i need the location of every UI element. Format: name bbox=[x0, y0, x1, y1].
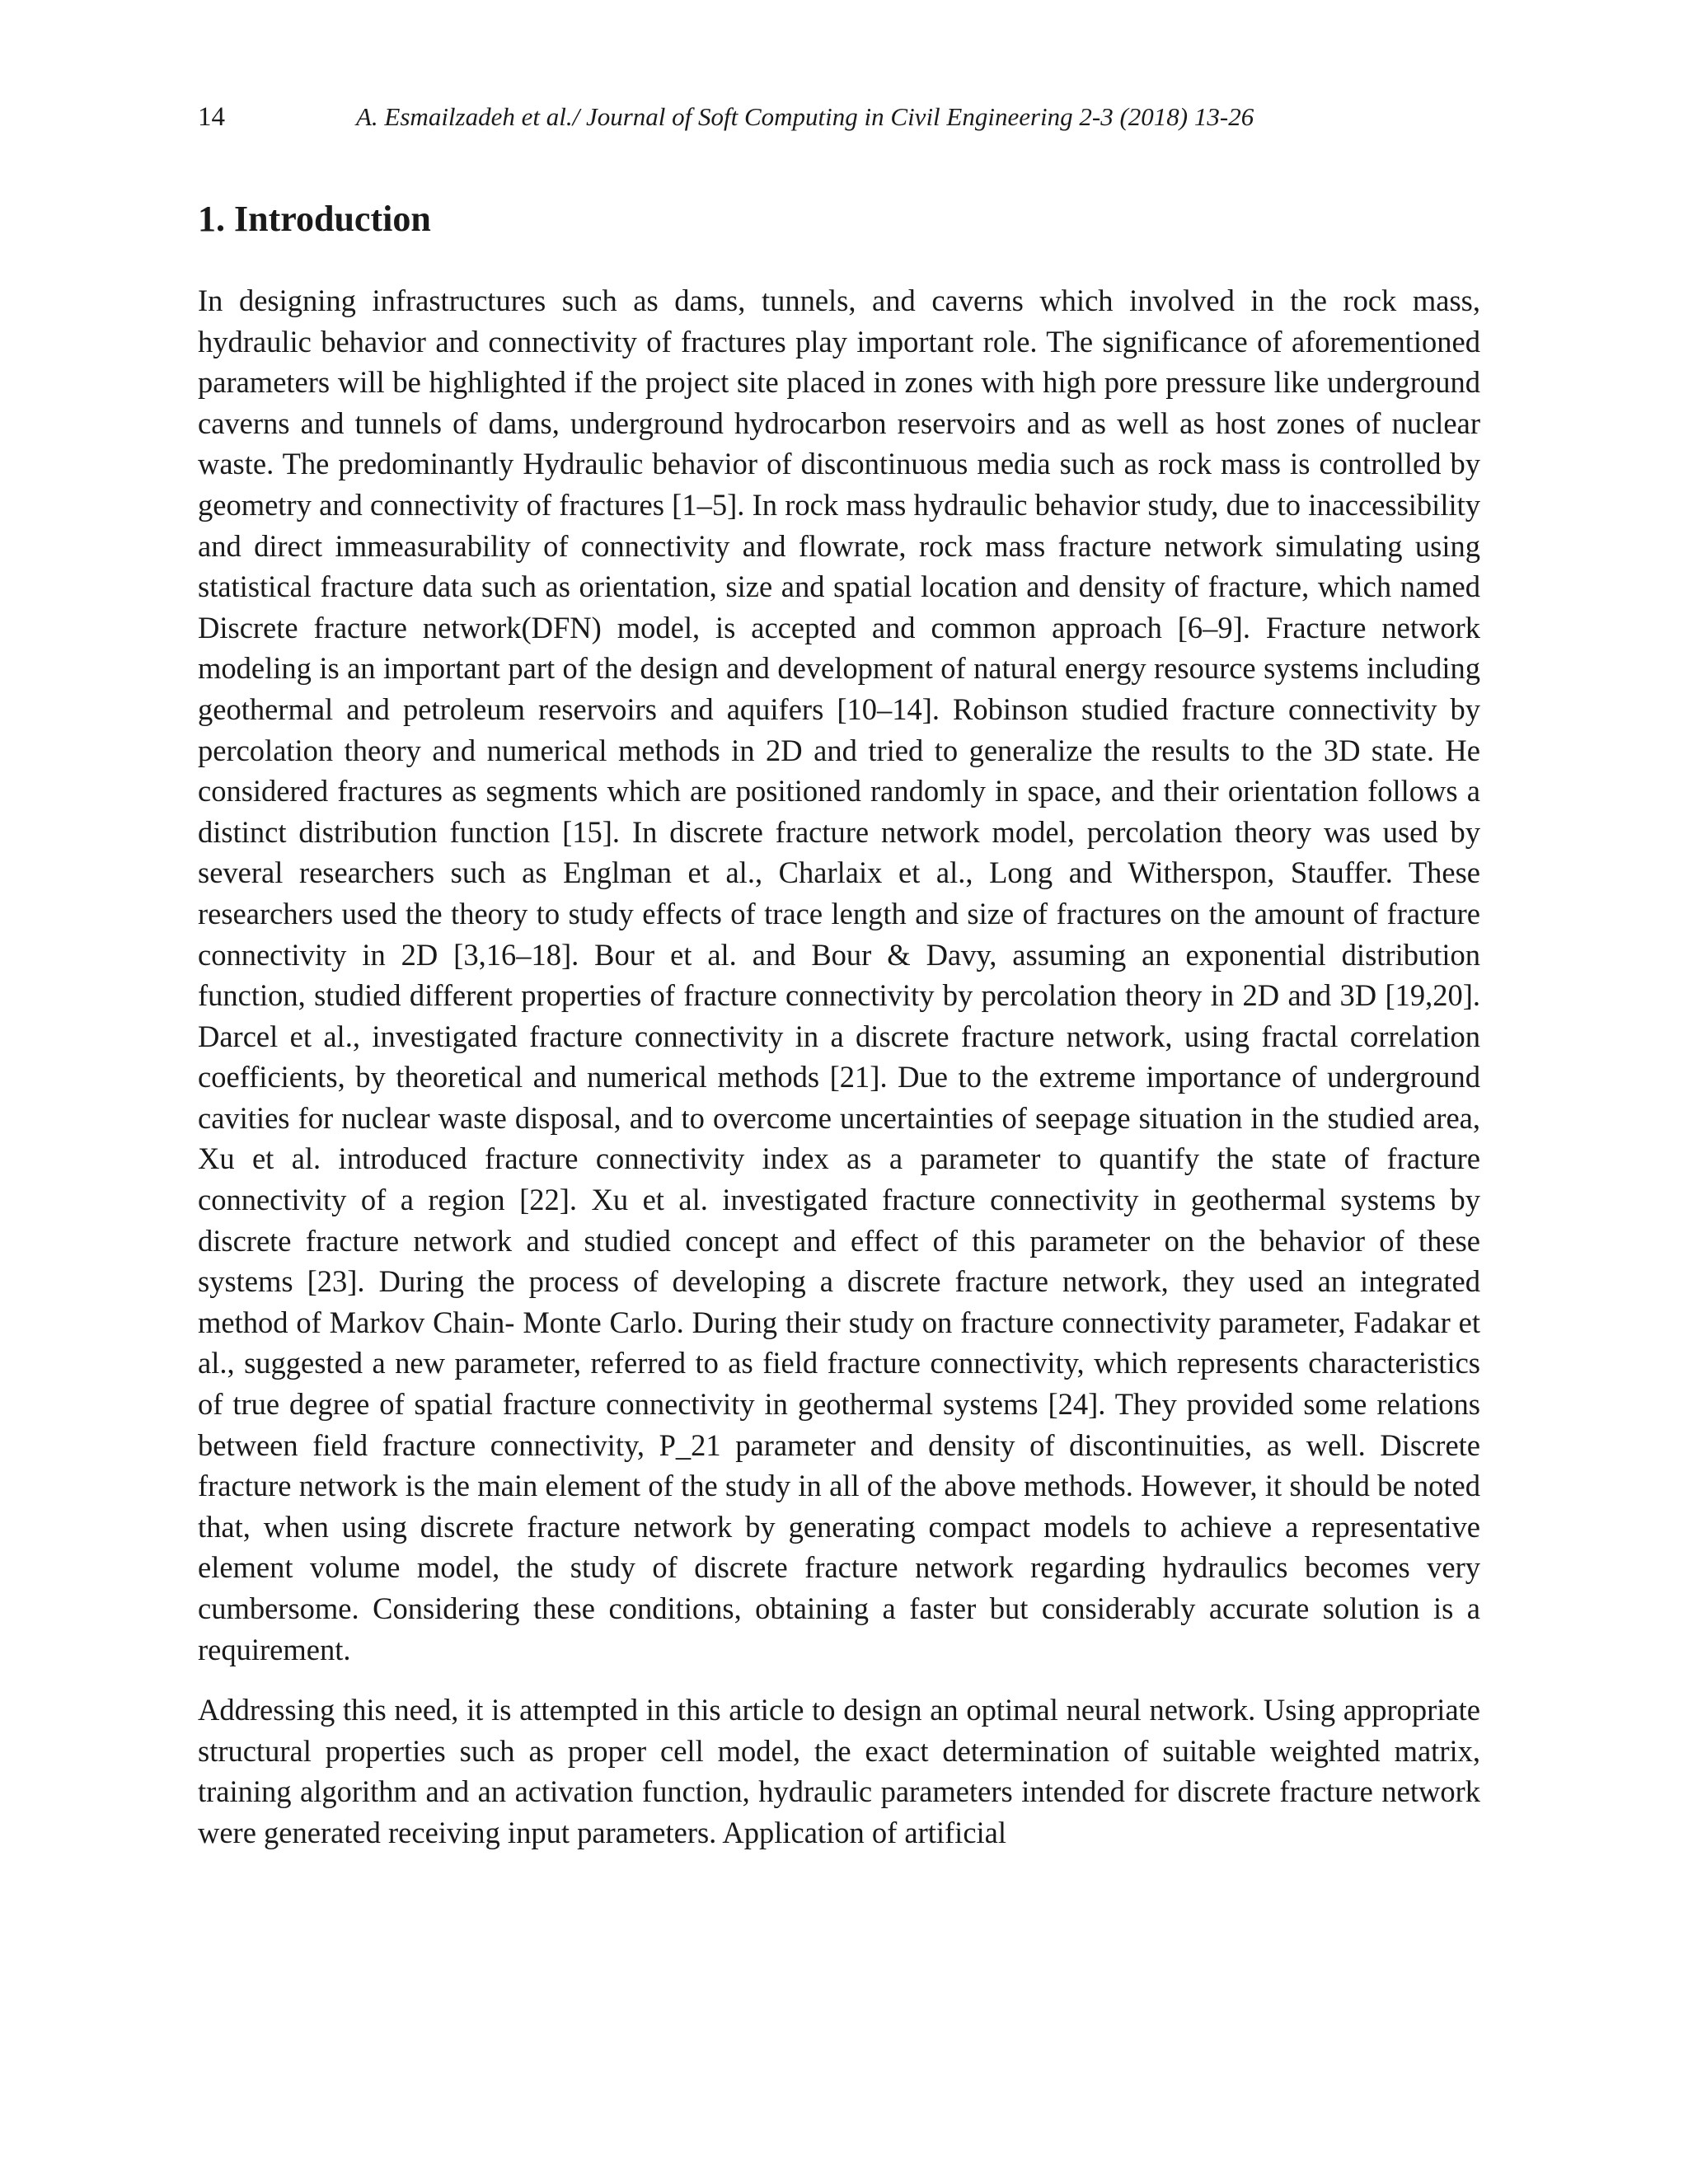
page-header bbox=[198, 97, 1467, 137]
page-number: 14 bbox=[198, 102, 225, 132]
paragraph-1: In designing infrastructures such as dams, tunnels, and caverns which involved in the rock mass, hydraulic behavior and connectivity of fractures play important role. The significance of aforementioned parameters will be highlighted if the project site placed in zones with high pore pressure like underground caverns and tunnels of dams, underground hydrocarbon reservoirs and as well as host zones of nuclear waste. The predominantly Hydraulic behavior of discontinuous media such as rock mass is controlled by geometry and connectivity of fractures [1–5]. In rock mass hydraulic behavior study, due to inaccessibility and direct immeasurability of connectivity and flowrate, rock mass fracture network simulating using statistical fracture data such as orientation, size and spatial location and density of fracture, which named Discrete fracture network(DFN) model, is accepted and common approach [6–9]. Fracture network modeling is an important part of the design and development of natural energy resource systems including geothermal and petroleum reservoirs and aquifers [10–14]. Robinson studied fracture connectivity by percolation theory and numerical methods in 2D and tried to generalize the results to the 3D state. He considered fractures as segments which are positioned randomly in space, and their orientation follows a distinct distribution function [15]. In discrete fracture network model, percolation theory was used by several researchers such as Englman et al., Charlaix et al., Long and Witherspon, Stauffer. These researchers used the theory to study effects of trace length and size of fractures on the amount of fracture connectivity in 2D [3,16–18]. Bour et al. and Bour & Davy, assuming an exponential distribution function, studied different properties of fracture connectivity by percolation theory in 2D and 3D [19,20]. Darcel et al., investigated fracture connectivity in a discrete fracture network, using fractal correlation coefficients, by theoretical and numerical methods [21]. Due to the extreme importance of underground cavities for nuclear waste disposal, and to overcome uncertainties of seepage situation in the studied area, Xu et al. introduced fracture connectivity index as a parameter to quantify the state of fracture connectivity of a region [22]. Xu et al. investigated fracture connectivity in geothermal systems by discrete fracture network and studied concept and effect of this parameter on the behavior of these systems [23]. During the process of developing a discrete fracture network, they used an integrated method of Markov Chain- Monte Carlo. During their study on fracture connectivity parameter, Fadakar et al., suggested a new parameter, referred to as field fracture connectivity, which represents characteristics of true degree of spatial fracture connectivity in geothermal systems [24]. They provided some relations between field fracture connectivity, P_21 parameter and density of discontinuities, as well. Discrete fracture network is the main element of the study in all of the above methods. However, it should be noted that, when using discrete fracture network by generating compact models to achieve a representative element volume model, the study of discrete fracture network regarding hydraulics becomes very cumbersome. Considering these conditions, obtaining a faster but considerably accurate solution is a requirement. bbox=[198, 284, 1480, 1666]
article-body bbox=[198, 191, 1480, 1873]
running-head: A. Esmailzadeh et al./ Journal of Soft Computing in Civil Engineering 2-3 (2018) 13-26 bbox=[356, 102, 1254, 131]
section-title: 1. Introduction bbox=[198, 199, 431, 239]
paragraph-2: Addressing this need, it is attempted in this article to design an optimal neural network. Using appropriate structural properties such as proper cell model, the exact determination of suitable weighted matrix, training algorithm and an activation function, hydraulic parameters intended for discrete fracture network were generated receiving input parameters. Application of artificial bbox=[198, 1693, 1480, 1849]
